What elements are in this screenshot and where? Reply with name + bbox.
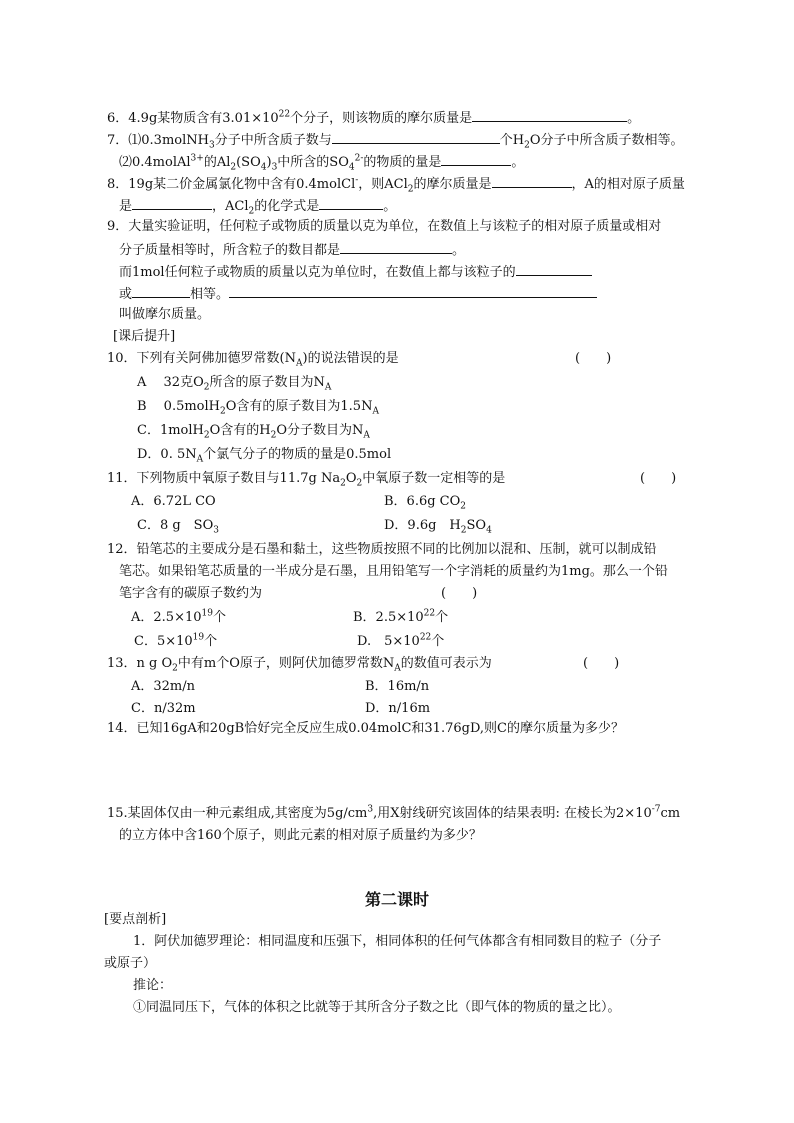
option-d: D．9.6g $H_2SO_4$ bbox=[384, 518, 492, 536]
question-10: 10．下列有关阿佛加德罗常数$(N_A)$的说法错误的是 bbox=[107, 351, 399, 369]
point-1-line-2: 或原子） bbox=[104, 956, 157, 971]
option-a: A．32m/n bbox=[131, 679, 196, 694]
question-12-line-1: 12．铅笔芯的主要成分是石墨和黏土，这些物质按照不同的比例加以混和、压制，就可以制成铅 bbox=[107, 542, 657, 557]
question-14: 14．已知16gA和20gB恰好完全反应生成0.04molC和31.76gD,则C的摩尔质量为多少？ bbox=[107, 721, 624, 736]
question-9-line-3: 而1mol任何粒子或物质的质量以克为单位时，在数值上都与该粒子的 bbox=[119, 262, 592, 282]
answer-paren: ( ) bbox=[575, 351, 612, 366]
answer-blank bbox=[332, 130, 500, 144]
answer-blank bbox=[132, 284, 190, 298]
answer-paren: ( ) bbox=[583, 656, 620, 671]
question-6: 6．4.9g某物质含有$3.01\times 10^{22}$个分子，则该物质的摩尔质量是 。 bbox=[107, 109, 641, 126]
answer-blank bbox=[340, 240, 452, 254]
question-9-line-2: 分子质量相等时，所含粒子的数目都是 。 bbox=[119, 240, 465, 260]
question-15-line-2: 的立方体中含160个原子，则此元素的相对原子质量约为多少？ bbox=[119, 828, 482, 843]
option-b: B．16m/n bbox=[365, 679, 430, 694]
answer-blank bbox=[319, 196, 383, 210]
question-7b: ⑵0.4molAl$^{3+}$的$Al_2(SO_4)_3$中所含的$SO_4^{2-}$的物质的量是 。 bbox=[119, 153, 525, 173]
inference-label: 推论： bbox=[133, 978, 173, 993]
question-9-line-1: 9．大量实验证明，任何粒子或物质的质量以克为单位，在数值上与该粒子的相对原子质量或相对 bbox=[107, 219, 662, 234]
answer-blank bbox=[472, 108, 627, 122]
question-11: 11．下列物质中氧原子数目与11.7g $Na_2O_2$中氧原子数一定相等的是 bbox=[107, 471, 506, 489]
section-heading: [课后提升] bbox=[113, 329, 176, 344]
question-12-line-2: 笔芯。如果铅笔芯质量的一半成分是石墨，且用铅笔写一个字消耗的质量约为1mg。那么一个铅 bbox=[119, 564, 668, 579]
option-a: A 32克$O_2$所含的原子数目为$N_A$ bbox=[137, 375, 332, 393]
question-9-line-4: 或 相等。 bbox=[119, 284, 597, 304]
point-1-line-1: 1．阿伏加德罗理论：相同温度和压强下，相同体积的任何气体都含有相同数目的粒子（分子 bbox=[133, 934, 662, 949]
answer-blank bbox=[132, 196, 212, 210]
answer-blank bbox=[441, 152, 511, 166]
question-8b: 是 ，ACl$_2$的化学式是 。 bbox=[119, 196, 396, 216]
question-13: 13．n g $O_2$中有m个O原子，则阿伏加德罗常数$N_A$的数值可表示为 bbox=[107, 656, 492, 674]
option-d: D．0. $5N_A$个氯气分子的物质的量是0.5mol bbox=[137, 447, 392, 465]
option-c: C．8 g $SO_3$ bbox=[137, 518, 219, 536]
question-15: 15.某固体仅由一种元素组成,其密度为$5g/cm^3$,用X射线研究该固体的结果表明: 在棱长为$2\times 10^{-7}cm$ bbox=[107, 804, 681, 821]
inference-1: ①同温同压下，气体的体积之比就等于其所含分子数之比（即气体的物质的量之比）。 bbox=[133, 1000, 621, 1015]
question-9-line-5: 叫做摩尔质量。 bbox=[119, 307, 211, 322]
lesson-title: 第二课时 bbox=[364, 890, 429, 909]
answer-blank bbox=[492, 174, 572, 188]
option-c: C．n/32m bbox=[131, 701, 196, 716]
option-d: D．n/16m bbox=[365, 701, 431, 716]
answer-paren: ( ) bbox=[640, 471, 677, 486]
option-d: D. $5\times 10^{22}$个 bbox=[357, 632, 445, 649]
option-b: B 0.5molH$_2$O含有的原子数目为$1.5N_A$ bbox=[137, 399, 379, 417]
option-a: A．$2.5\times 10^{19}$个 bbox=[131, 608, 226, 625]
option-c: C．$5\times 10^{19}$个 bbox=[134, 632, 218, 649]
answer-blank bbox=[229, 284, 597, 298]
answer-paren: ( ) bbox=[441, 586, 478, 601]
section-heading: [要点剖析] bbox=[104, 912, 167, 927]
option-b: B．$2.5\times 10^{22}$个 bbox=[353, 608, 449, 625]
option-b: B．6.6g $CO_2$ bbox=[384, 494, 467, 512]
option-a: A．6.72L CO bbox=[131, 494, 216, 509]
question-12-line-3: 笔字含有的碳原子数约为 bbox=[119, 586, 263, 601]
question-8a: 8．19g某二价金属氯化物中含有0.4molCl-，则ACl$_2$的摩尔质量是 ，A的相对原子质量 bbox=[107, 175, 685, 195]
question-7a: 7．⑴0.3molNH$_3$分子中所含质子数与 个$H_2O$分子中所含质子数相等。 bbox=[107, 130, 683, 150]
answer-blank bbox=[516, 262, 592, 276]
option-c: C．1molH$_2$O含有的$H_2O$分子数目为$N_A$ bbox=[137, 423, 370, 441]
